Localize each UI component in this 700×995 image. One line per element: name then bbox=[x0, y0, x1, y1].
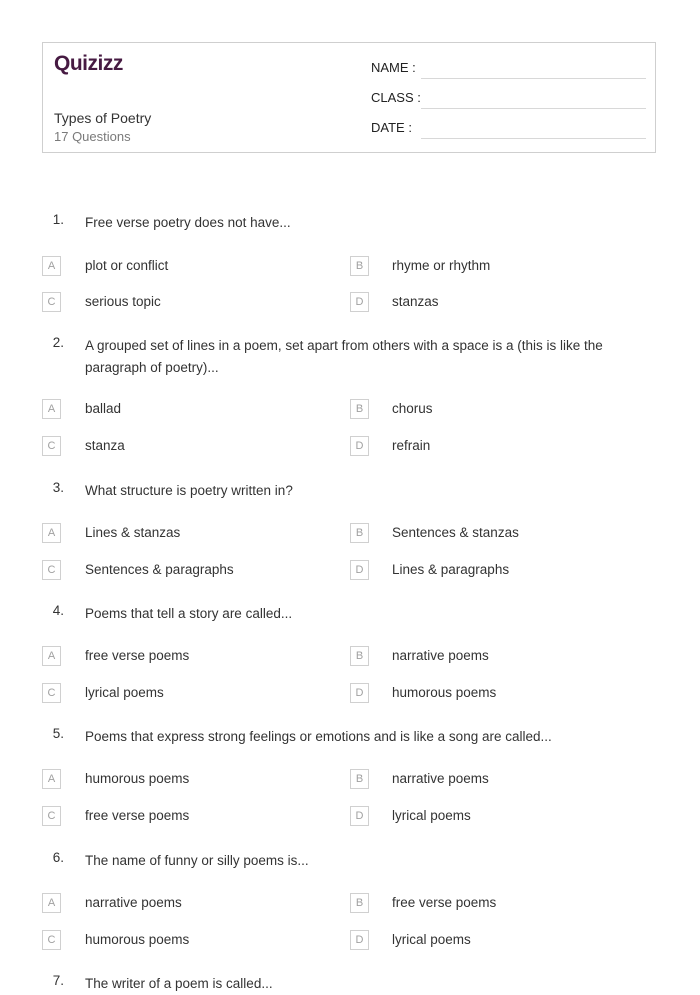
class-line bbox=[421, 108, 646, 109]
option-letter-box[interactable]: C bbox=[42, 560, 61, 580]
option-letter-box[interactable]: B bbox=[350, 256, 369, 276]
question-text: Poems that express strong feelings or emotions and is like a song are called... bbox=[85, 729, 552, 744]
option-text: stanzas bbox=[392, 294, 439, 309]
quizizz-logo: Quizizz bbox=[54, 52, 123, 75]
question-text: The writer of a poem is called... bbox=[85, 976, 273, 991]
option-letter-box[interactable]: A bbox=[42, 646, 61, 666]
name-line bbox=[421, 78, 646, 79]
option-letter-box[interactable]: A bbox=[42, 893, 61, 913]
option-letter-box[interactable]: D bbox=[350, 560, 369, 580]
option-letter-box[interactable]: A bbox=[42, 256, 61, 276]
option-letter-box[interactable]: D bbox=[350, 806, 369, 826]
question-number: 7. bbox=[52, 973, 64, 988]
question-text: The name of funny or silly poems is... bbox=[85, 853, 309, 868]
option-letter-box[interactable]: A bbox=[42, 399, 61, 419]
option-text: ballad bbox=[85, 401, 122, 416]
option-letter-box[interactable]: B bbox=[350, 769, 369, 789]
option-letter-box[interactable]: B bbox=[350, 399, 369, 419]
option-text: humorous poems bbox=[85, 771, 190, 786]
option-letter-box[interactable]: D bbox=[350, 292, 369, 312]
option-letter-box[interactable]: C bbox=[42, 436, 61, 456]
option-text: rhyme or rhythm bbox=[392, 258, 491, 273]
option-letter-box[interactable]: D bbox=[350, 436, 369, 456]
option-letter-box[interactable]: A bbox=[42, 523, 61, 543]
option-text: serious topic bbox=[85, 294, 161, 309]
option-text: free verse poems bbox=[85, 808, 190, 823]
worksheet-header bbox=[42, 42, 656, 153]
date-line bbox=[421, 138, 646, 139]
option-letter-box[interactable]: C bbox=[42, 930, 61, 950]
option-text: free verse poems bbox=[85, 648, 190, 663]
question-text: Poems that tell a story are called... bbox=[85, 606, 293, 621]
option-text: free verse poems bbox=[392, 895, 497, 910]
option-text: lyrical poems bbox=[392, 808, 471, 823]
option-letter-box[interactable]: C bbox=[42, 292, 61, 312]
option-text: refrain bbox=[392, 438, 431, 453]
option-letter-box[interactable]: D bbox=[350, 930, 369, 950]
option-letter-box[interactable]: B bbox=[350, 523, 369, 543]
option-letter-box[interactable]: B bbox=[350, 646, 369, 666]
option-text: narrative poems bbox=[392, 648, 489, 663]
option-text: lyrical poems bbox=[392, 932, 471, 947]
option-text: narrative poems bbox=[85, 895, 182, 910]
option-text: Sentences & paragraphs bbox=[85, 562, 234, 577]
option-text: stanza bbox=[85, 438, 125, 453]
option-text: narrative poems bbox=[392, 771, 489, 786]
question-text: What structure is poetry written in? bbox=[85, 483, 293, 498]
class-label: CLASS : bbox=[371, 90, 421, 105]
option-text: lyrical poems bbox=[85, 685, 164, 700]
question-number: 3. bbox=[52, 480, 64, 495]
option-text: plot or conflict bbox=[85, 258, 169, 273]
question-text: A grouped set of lines in a poem, set apart from others with a space is a (this is like the paragraph of poetry)... bbox=[85, 338, 603, 375]
question-number: 2. bbox=[52, 335, 64, 350]
option-letter-box[interactable]: C bbox=[42, 806, 61, 826]
question-number: 6. bbox=[52, 850, 64, 865]
option-text: Lines & stanzas bbox=[85, 525, 181, 540]
option-letter-box[interactable]: B bbox=[350, 893, 369, 913]
question-count: 17 Questions bbox=[54, 129, 131, 144]
date-label: DATE : bbox=[371, 120, 412, 135]
option-letter-box[interactable]: D bbox=[350, 683, 369, 703]
option-letter-box[interactable]: A bbox=[42, 769, 61, 789]
option-text: Sentences & stanzas bbox=[392, 525, 519, 540]
name-label: NAME : bbox=[371, 60, 416, 75]
option-text: humorous poems bbox=[392, 685, 497, 700]
question-number: 5. bbox=[52, 726, 64, 741]
question-number: 1. bbox=[52, 212, 64, 227]
question-text: Free verse poetry does not have... bbox=[85, 215, 291, 230]
option-text: Lines & paragraphs bbox=[392, 562, 510, 577]
option-letter-box[interactable]: C bbox=[42, 683, 61, 703]
worksheet-title: Types of Poetry bbox=[54, 110, 152, 126]
question-number: 4. bbox=[52, 603, 64, 618]
option-text: chorus bbox=[392, 401, 433, 416]
option-text: humorous poems bbox=[85, 932, 190, 947]
